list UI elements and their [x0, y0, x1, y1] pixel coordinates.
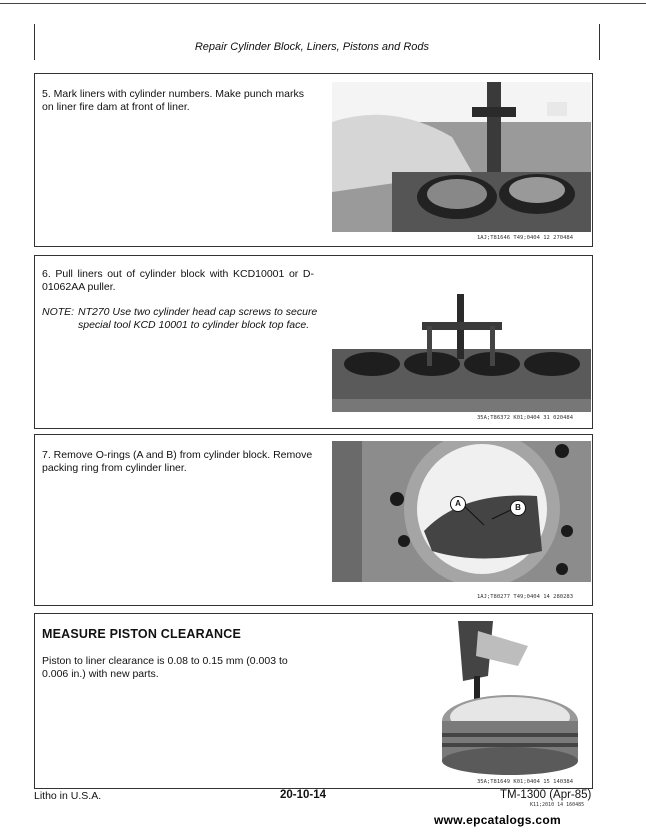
step-7-panel [34, 434, 593, 606]
liner-marking-photo [332, 82, 591, 232]
step-5-text: 5. Mark liners with cylinder numbers. Make punch marks on liner fire dam at front of liner. [42, 88, 305, 113]
watermark: www.epcatalogs.com [434, 813, 561, 827]
top-rule [0, 3, 646, 4]
footer-code: K11;2010 14 160485 [530, 802, 585, 808]
photo-1-caption: 1AJ;T81646 T49;0404 12 270484 [477, 235, 574, 241]
step-6-text: 6. Pull liners out of cylinder block with KCD10001 or D-01062AA puller. [42, 268, 314, 293]
piston-measure-photo [418, 621, 591, 776]
step-6-note [42, 306, 324, 332]
photo-3-caption: 1AJ;T80277 T49;0404 14 280283 [477, 594, 574, 600]
piston-clearance-panel [34, 613, 593, 789]
manual-id: TM-1300 (Apr-85) [500, 789, 592, 801]
photo-2-caption: 35A;T86372 K01;0404 31 020484 [477, 415, 574, 421]
note-label: NOTE: [42, 306, 75, 318]
note-line-1: NT270 Use two cylinder head cap screws to secure [78, 306, 318, 318]
liner-puller-photo [332, 294, 591, 412]
callout-b: B [510, 500, 526, 516]
page-number: 20-10-14 [280, 789, 327, 801]
o-ring-photo [332, 441, 591, 582]
page-header [34, 24, 600, 60]
step-6-panel [34, 255, 593, 429]
page-title: Repair Cylinder Block, Liners, Pistons and Rods [194, 41, 429, 53]
photo-4-caption: 35A;T81649 K01;0404 15 140384 [477, 779, 574, 785]
step-5-panel [34, 73, 593, 247]
note-line-2: special tool KCD 10001 to cylinder block top face. [78, 319, 310, 331]
clearance-text: Piston to liner clearance is 0.08 to 0.15 mm (0.003 to 0.006 in.) with new parts. [42, 655, 288, 680]
section-heading: MEASURE PISTON CLEARANCE [42, 627, 242, 641]
callout-a: A [450, 496, 466, 512]
footer-litho: Litho in U.S.A. [34, 790, 102, 802]
step-7-text: 7. Remove O-rings (A and B) from cylinder block. Remove packing ring from cylinder liner. [42, 449, 313, 474]
